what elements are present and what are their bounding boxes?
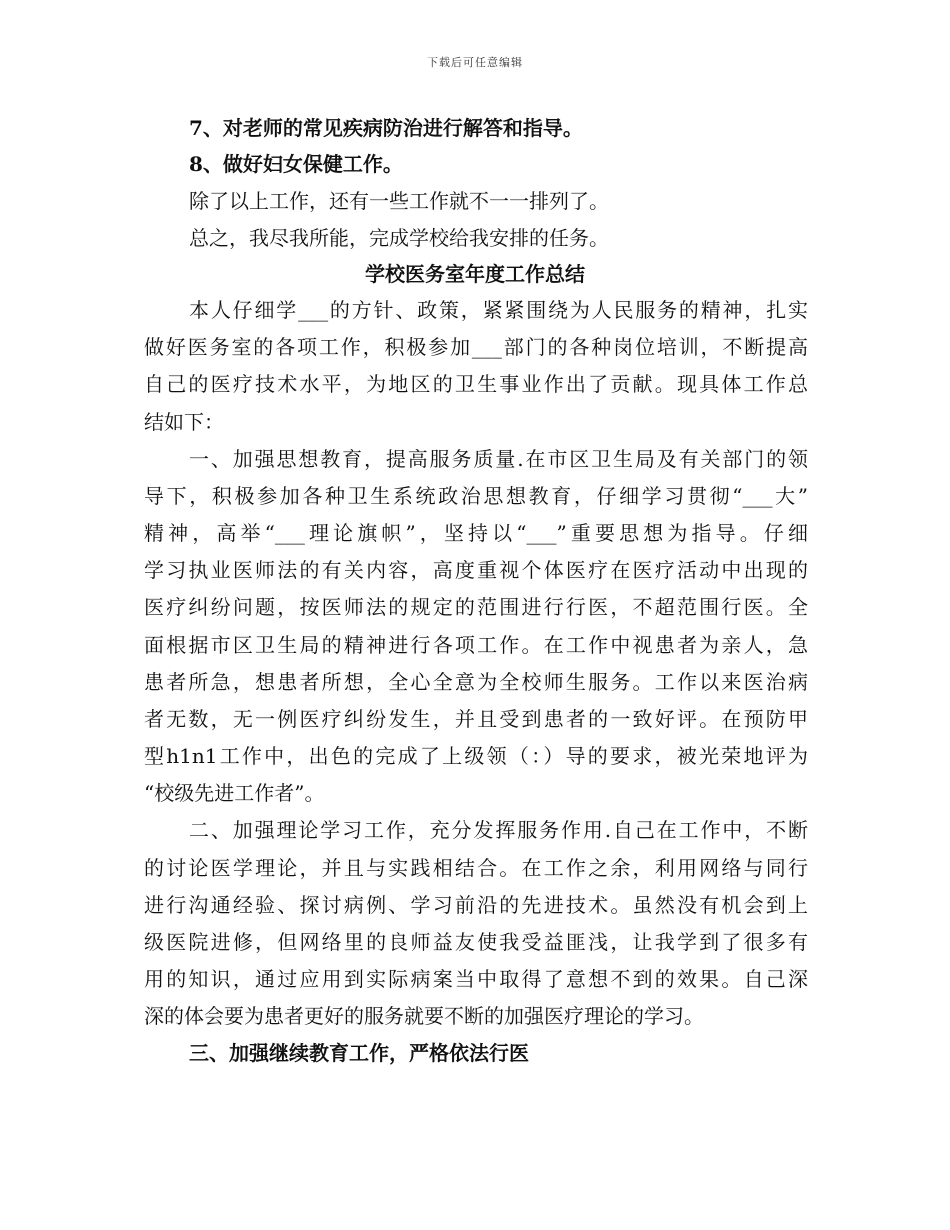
paragraph-line: 精神，高举“___理论旗帜”，坚持以“___”重要思想为指导。仔细: [144, 521, 808, 545]
paragraph-line: 自己的医疗技术水平，为地区的卫生事业作出了贡献。现具体工作总: [144, 372, 808, 396]
paragraph-line: 导下，积极参加各种卫生系统政治思想教育，仔细学习贯彻“___大”: [144, 484, 808, 508]
paragraph-line: 本人仔细学___的方针、政策，紧紧围绕为人民服务的精神，扎实: [189, 298, 808, 322]
paragraph-line: 者无数，无一例医疗纠纷发生，并且受到患者的一致好评。在预防甲: [144, 707, 808, 731]
paragraph-line: 医疗纠纷问题，按医师法的规定的范围进行行医，不超范围行医。全: [144, 595, 808, 619]
paragraph-line: 结如下：: [144, 410, 224, 434]
paragraph-line: 的讨论医学理论，并且与实践相结合。在工作之余，利用网络与同行: [144, 856, 808, 880]
page-header: 下载后可任意编辑: [427, 56, 523, 69]
paragraph-line: 级医院进修，但网络里的良师益友使我受益匪浅，让我学到了很多有: [144, 930, 808, 954]
section-heading: 三、加强继续教育工作，严格依法行医: [189, 1041, 529, 1065]
paragraph-line: 患者所急，想患者所想，全心全意为全校师生服务。工作以来医治病: [144, 670, 808, 694]
paragraph-line: 二、加强理论学习工作，充分发挥服务作用.自己在工作中，不断: [189, 818, 808, 842]
paragraph-line: 一、加强思想教育，提高服务质量.在市区卫生局及有关部门的领: [189, 447, 808, 471]
paragraph-line: 进行沟通经验、探讨病例、学习前沿的先进技术。虽然没有机会到上: [144, 893, 808, 917]
summary-line-1: 除了以上工作，还有一些工作就不一一排列了。: [189, 189, 609, 213]
document-title: 学校医务室年度工作总结: [365, 262, 585, 286]
list-item-8: 8、做好妇女保健工作。: [189, 152, 403, 176]
paragraph-line: 深的体会要为患者更好的服务就要不断的加强医疗理论的学习。: [144, 1004, 704, 1028]
paragraph-line: 用的知识，通过应用到实际病案当中取得了意想不到的效果。自己深: [144, 967, 808, 991]
list-item-7: 7、对老师的常见疾病防治进行解答和指导。: [189, 116, 583, 140]
paragraph-line: 型h1n1工作中，出色的完成了上级领（：）导的要求，被光荣地评为: [144, 744, 808, 768]
paragraph-line: 做好医务室的各项工作，积极参加___部门的各种岗位培训，不断提高: [144, 335, 808, 359]
paragraph-line: 学习执业医师法的有关内容，高度重视个体医疗在医疗活动中出现的: [144, 558, 808, 582]
paragraph-line: 面根据市区卫生局的精神进行各项工作。在工作中视患者为亲人，急: [144, 633, 808, 657]
summary-line-2: 总之，我尽我所能，完成学校给我安排的任务。: [189, 226, 609, 250]
paragraph-line: “校级先进工作者”。: [144, 781, 325, 805]
